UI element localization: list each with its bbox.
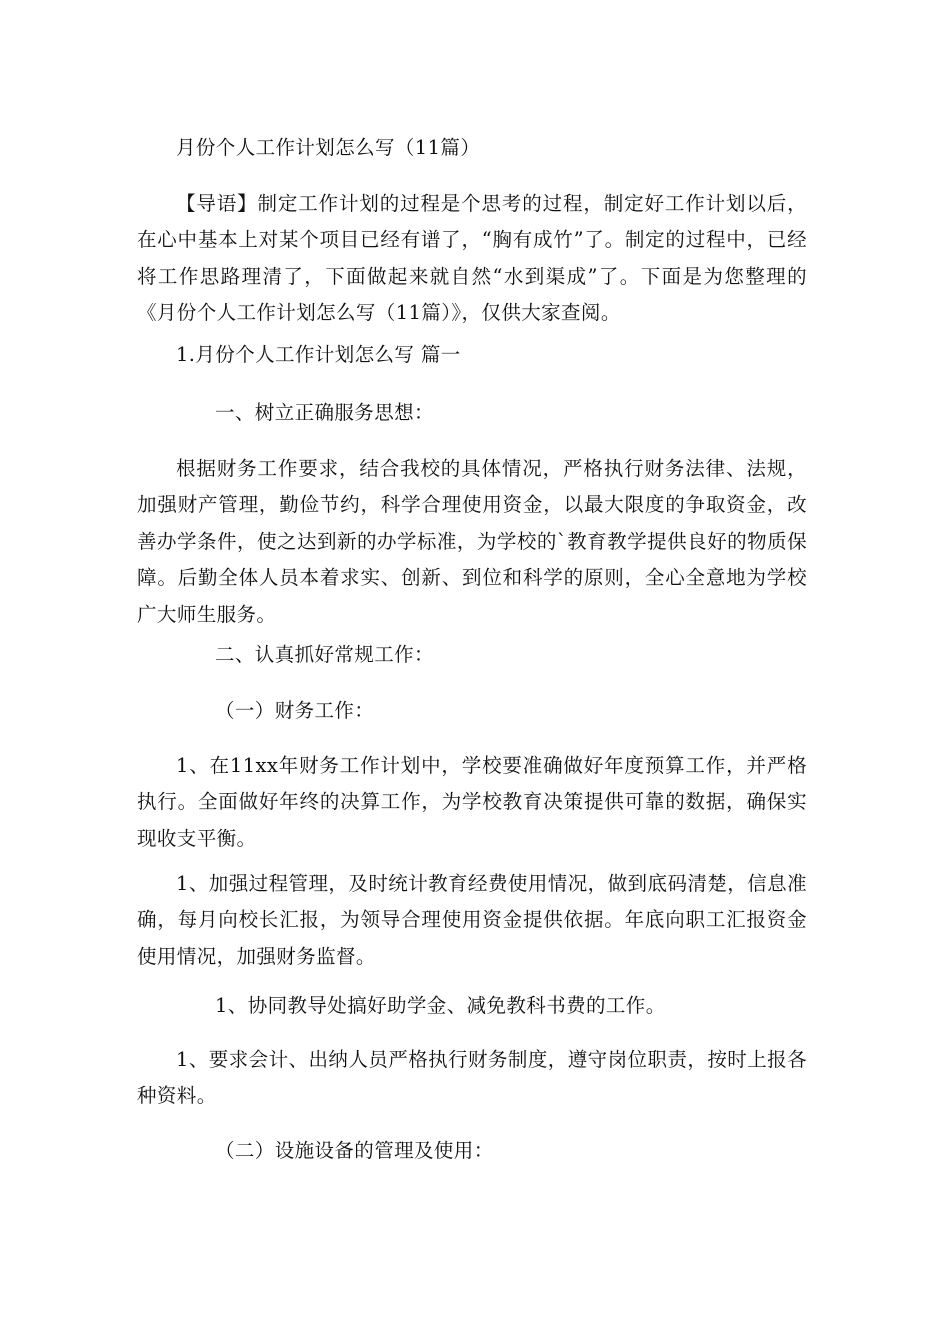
intro-paragraph: 【导语】制定工作计划的过程是个思考的过程，制定好工作计划以后，在心中基本上对某个项目已经有谱了，“胸有成竹”了。制定的过程中，已经将工作思路理清了，下面做起来就自然“水到渠成”了。下面是为您整理的《月份个人工作计划怎么写（11篇）》，仅供大家查阅。 [137, 192, 807, 325]
list-item-three: 1、协同教导处搞好助学金、减免教科书费的工作。 [215, 994, 666, 1017]
sub-heading-one: （一）财务工作： [215, 699, 375, 722]
heading-one: 一、树立正确服务思想： [215, 401, 434, 424]
paragraph-one: 根据财务工作要求，结合我校的具体情况，严格执行财务法律、法规，加强财产管理，勤俭节约，科学合理使用资金，以最大限度的争取资金，改善办学条件，使之达到新的办学标准，为学校的`教育教学提供良好的物质保障。后勤全体人员本着求实、创新、到位和科学的原则，全心全意地为学校广大师生服务。 [137, 457, 807, 626]
heading-two: 二、认真抓好常规工作： [215, 643, 434, 666]
sub-heading-two: （二）设施设备的管理及使用： [215, 1139, 494, 1162]
list-item-one: 1、在11xx年财务工作计划中，学校要准确做好年度预算工作，并严格执行。全面做好年终的决算工作，为学校教育决策提供可靠的数据，确保实现收支平衡。 [137, 754, 807, 850]
document-title: 月份个人工作计划怎么写（11篇） [176, 136, 481, 159]
section-heading: 1.月份个人工作计划怎么写 篇一 [176, 343, 461, 366]
list-item-four: 1、要求会计、出纳人员严格执行财务制度，遵守岗位职责，按时上报各种资料。 [137, 1048, 807, 1108]
list-item-two: 1、加强过程管理，及时统计教育经费使用情况，做到底码清楚，信息准确，每月向校长汇报，为领导合理使用资金提供依据。年底向职工汇报资金使用情况，加强财务监督。 [137, 872, 807, 968]
